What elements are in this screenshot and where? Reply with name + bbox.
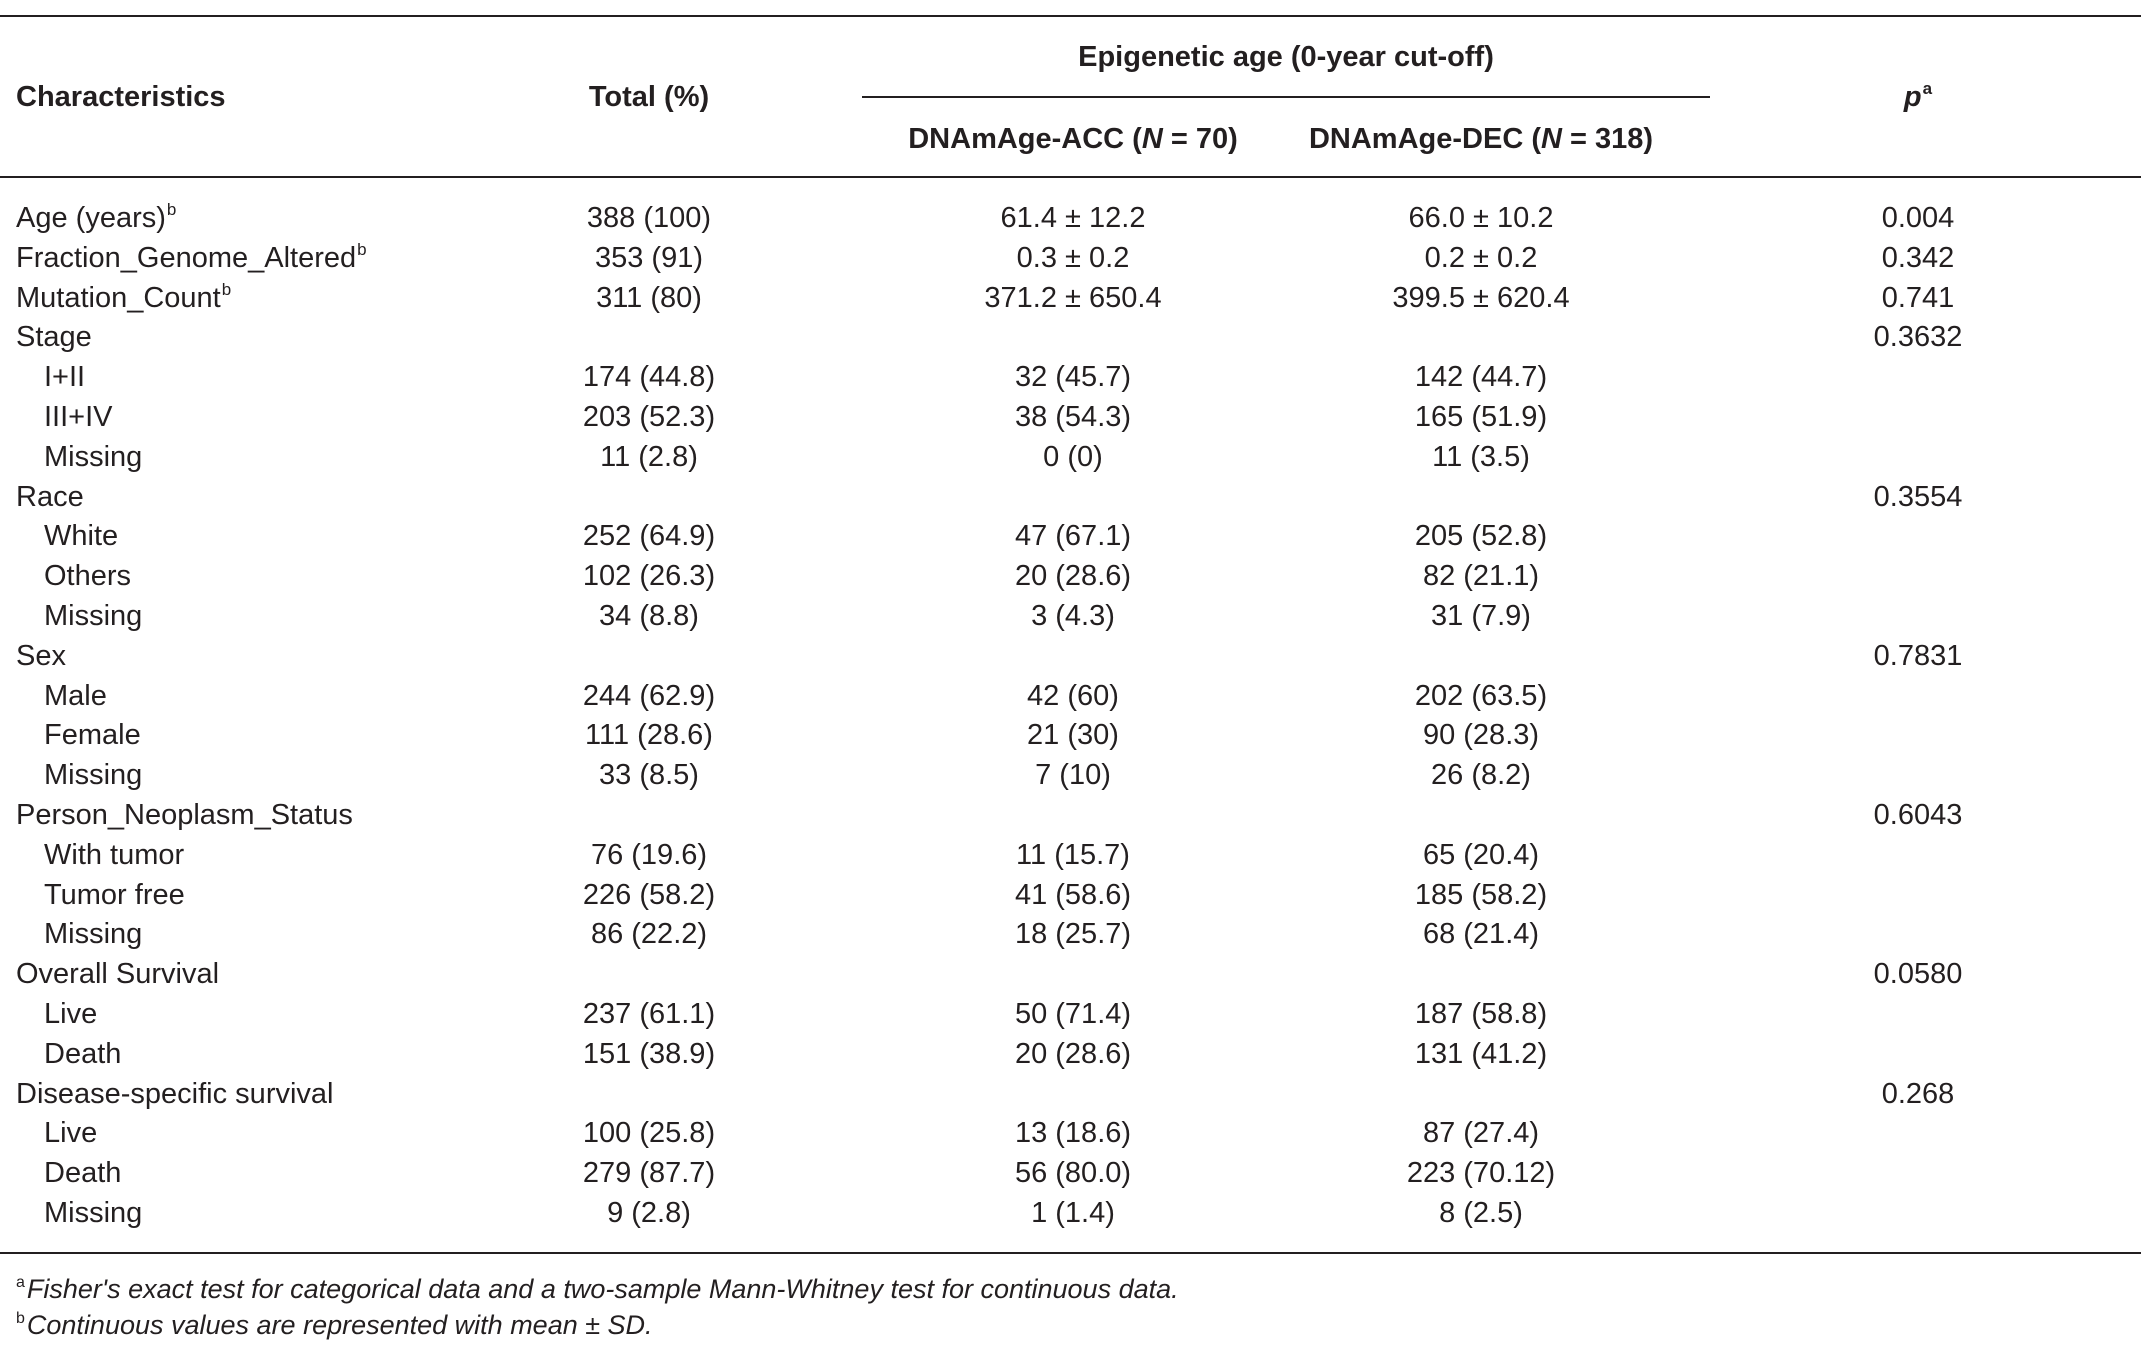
header-acc-prefix: DNAmAge-ACC ( bbox=[908, 123, 1142, 155]
row-label-text: Female bbox=[44, 719, 141, 752]
cell-acc: 61.4 ± 12.2 bbox=[1000, 202, 1146, 234]
table-row bbox=[0, 1113, 2141, 1153]
table-row bbox=[0, 556, 2141, 596]
row-label bbox=[16, 317, 92, 357]
row-label bbox=[44, 556, 131, 596]
table-row bbox=[0, 636, 2141, 676]
row-label-sup: b bbox=[166, 200, 177, 219]
cell-dec: 66.0 ± 10.2 bbox=[1408, 202, 1554, 234]
cell-total: 279 (87.7) bbox=[582, 1157, 716, 1190]
table-row bbox=[0, 914, 2141, 954]
cell-dec: 187 (58.8) bbox=[1414, 998, 1548, 1030]
header-acc bbox=[908, 121, 1238, 157]
row-label bbox=[16, 278, 231, 322]
table-row bbox=[0, 1193, 2141, 1233]
header-dec-n: N bbox=[1540, 123, 1562, 155]
row-label-text: Disease-specific survival bbox=[16, 1077, 334, 1110]
row-label-text: III+IV bbox=[44, 401, 113, 433]
cell-dec: 185 (58.2) bbox=[1414, 878, 1548, 911]
cell-total: 237 (61.1) bbox=[582, 998, 716, 1030]
cell-dec: 26 (8.2) bbox=[1431, 759, 1531, 792]
cell-total: 100 (25.8) bbox=[582, 1117, 716, 1150]
row-label bbox=[44, 755, 142, 795]
table-row bbox=[0, 596, 2141, 636]
table-row bbox=[0, 477, 2141, 517]
cell-total: 86 (22.2) bbox=[590, 918, 708, 951]
cell-total: 111 (28.6) bbox=[585, 719, 713, 752]
row-label bbox=[44, 1193, 142, 1233]
row-label-text: Missing bbox=[44, 600, 143, 632]
header-dec-prefix: DNAmAge-DEC ( bbox=[1308, 123, 1541, 155]
footnote-a bbox=[16, 1271, 1179, 1312]
header-epigenetic-group: Epigenetic age (0-year cut-off) bbox=[1078, 41, 1494, 73]
table-row bbox=[0, 994, 2141, 1034]
row-label bbox=[44, 715, 141, 755]
table-row bbox=[0, 238, 2141, 278]
cell-dec: 11 (3.5) bbox=[1432, 440, 1530, 473]
cell-acc: 47 (67.1) bbox=[1014, 520, 1132, 553]
cell-p-value: 0.3554 bbox=[1873, 480, 1963, 513]
header-characteristics: Characteristics bbox=[16, 81, 226, 113]
footnote-b-mark: b bbox=[16, 1310, 25, 1327]
row-label bbox=[44, 994, 97, 1034]
cell-p-value: 0.6043 bbox=[1873, 799, 1963, 831]
table-row bbox=[0, 676, 2141, 716]
cell-total: 353 (91) bbox=[594, 241, 704, 274]
cell-total: 388 (100) bbox=[586, 202, 712, 234]
cell-p-value: 0.004 bbox=[1881, 202, 1955, 234]
table-row bbox=[0, 1153, 2141, 1193]
row-label-text: Missing bbox=[44, 918, 143, 951]
row-label-text: Race bbox=[16, 480, 84, 513]
cell-total: 76 (19.6) bbox=[590, 838, 708, 871]
row-label-text: Others bbox=[44, 560, 132, 593]
header-dec-suffix: = 318) bbox=[1561, 123, 1654, 155]
cell-total: 203 (52.3) bbox=[582, 401, 716, 433]
cell-total: 244 (62.9) bbox=[582, 679, 716, 712]
row-label-text: Fraction_Genome_Altered bbox=[16, 241, 357, 274]
row-label-text: Death bbox=[44, 1157, 122, 1190]
row-label-sup: b bbox=[221, 279, 232, 299]
row-label bbox=[44, 357, 85, 397]
header-total: Total (%) bbox=[588, 81, 710, 113]
table-row bbox=[0, 954, 2141, 994]
cell-p-value: 0.741 bbox=[1881, 281, 1955, 314]
cell-total: 252 (64.9) bbox=[582, 520, 716, 553]
row-label-text: Tumor free bbox=[44, 878, 185, 911]
cell-acc: 38 (54.3) bbox=[1014, 401, 1132, 433]
cell-dec: 65 (20.4) bbox=[1422, 838, 1540, 871]
row-label bbox=[44, 914, 142, 954]
table-bottom-rule bbox=[0, 1252, 2141, 1254]
cell-dec: 0.2 ± 0.2 bbox=[1424, 241, 1538, 274]
header-bottom-rule bbox=[0, 176, 2141, 178]
cell-dec: 205 (52.8) bbox=[1414, 520, 1548, 553]
row-label bbox=[44, 397, 113, 437]
table-row bbox=[0, 278, 2141, 318]
cell-total: 34 (8.8) bbox=[599, 600, 699, 632]
cell-total: 226 (58.2) bbox=[582, 878, 716, 911]
cell-total: 102 (26.3) bbox=[582, 560, 716, 593]
row-label-text: Live bbox=[44, 1117, 98, 1150]
footnote-a-mark: a bbox=[16, 1274, 25, 1291]
cell-dec: 90 (28.3) bbox=[1422, 719, 1540, 752]
cell-dec: 165 (51.9) bbox=[1414, 401, 1548, 433]
row-label-text: Stage bbox=[16, 321, 92, 354]
table-row bbox=[0, 397, 2141, 437]
header-p-sup: a bbox=[1922, 79, 1933, 98]
cell-acc: 11 (15.7) bbox=[1016, 838, 1130, 871]
cell-dec: 131 (41.2) bbox=[1414, 1037, 1548, 1070]
cell-total: 174 (44.8) bbox=[582, 361, 716, 394]
row-label-text: Missing bbox=[44, 440, 143, 473]
row-label bbox=[16, 238, 367, 282]
footnote-b-text: Continuous values are represented with mean ± SD. bbox=[26, 1310, 653, 1340]
cell-acc: 32 (45.7) bbox=[1014, 361, 1132, 394]
row-label bbox=[16, 954, 219, 994]
cell-acc: 13 (18.6) bbox=[1014, 1117, 1132, 1150]
table-row bbox=[0, 715, 2141, 755]
footnote-b bbox=[16, 1307, 653, 1348]
header-acc-suffix: = 70) bbox=[1162, 123, 1238, 155]
cell-p-value: 0.0580 bbox=[1873, 958, 1963, 991]
cell-p-value: 0.3632 bbox=[1873, 321, 1963, 354]
cell-acc: 50 (71.4) bbox=[1014, 998, 1132, 1030]
table-row bbox=[0, 875, 2141, 915]
cell-dec: 8 (2.5) bbox=[1439, 1197, 1523, 1229]
row-label bbox=[16, 795, 353, 835]
row-label bbox=[16, 636, 66, 676]
cell-dec: 68 (21.4) bbox=[1422, 918, 1540, 951]
cell-p-value: 0.342 bbox=[1881, 241, 1955, 274]
cell-acc: 1 (1.4) bbox=[1031, 1197, 1115, 1229]
row-label-text: Person_Neoplasm_Status bbox=[16, 799, 353, 831]
row-label-text: White bbox=[44, 520, 119, 553]
row-label bbox=[44, 1034, 121, 1074]
cell-dec: 87 (27.4) bbox=[1422, 1117, 1540, 1150]
cell-acc: 0 (0) bbox=[1043, 440, 1103, 473]
cell-total: 11 (2.8) bbox=[600, 440, 698, 473]
table-row bbox=[0, 1034, 2141, 1074]
cell-acc: 0.3 ± 0.2 bbox=[1016, 241, 1130, 274]
table-row bbox=[0, 357, 2141, 397]
row-label-text: Sex bbox=[16, 639, 66, 672]
row-label bbox=[44, 676, 107, 716]
row-label bbox=[44, 875, 185, 915]
row-label-text: I+II bbox=[44, 361, 86, 394]
row-label bbox=[44, 437, 142, 477]
row-label bbox=[44, 596, 142, 636]
row-label-text: Overall Survival bbox=[16, 958, 220, 991]
cell-total: 33 (8.5) bbox=[599, 759, 699, 792]
table-top-rule bbox=[0, 15, 2141, 17]
cell-acc: 42 (60) bbox=[1027, 679, 1119, 712]
row-label-text: Missing bbox=[44, 1197, 143, 1229]
row-label-text: Age (years) bbox=[16, 202, 166, 234]
row-label bbox=[44, 516, 118, 556]
cell-acc: 371.2 ± 650.4 bbox=[984, 281, 1162, 314]
cell-acc: 41 (58.6) bbox=[1014, 878, 1132, 911]
cell-acc: 20 (28.6) bbox=[1014, 1037, 1132, 1070]
row-label bbox=[16, 1074, 334, 1114]
row-label bbox=[44, 835, 184, 875]
cell-acc: 7 (10) bbox=[1035, 759, 1111, 792]
cell-dec: 31 (7.9) bbox=[1431, 600, 1531, 632]
row-label bbox=[16, 477, 84, 517]
row-label bbox=[44, 1153, 121, 1193]
row-label-text: With tumor bbox=[44, 838, 185, 871]
row-label-text: Male bbox=[44, 679, 107, 712]
header-p-value bbox=[1904, 79, 1932, 119]
cell-dec: 202 (63.5) bbox=[1414, 679, 1548, 712]
row-label-text: Missing bbox=[44, 759, 143, 792]
header-p-letter: p bbox=[1903, 81, 1922, 113]
cell-dec: 399.5 ± 620.4 bbox=[1392, 281, 1570, 314]
row-label bbox=[44, 1113, 97, 1153]
row-label-text: Live bbox=[44, 998, 98, 1030]
header-acc-n: N bbox=[1141, 123, 1163, 155]
table-row bbox=[0, 755, 2141, 795]
row-label-text: Mutation_Count bbox=[16, 281, 221, 314]
cell-total: 311 (80) bbox=[596, 281, 702, 314]
cell-acc: 21 (30) bbox=[1027, 719, 1119, 752]
cell-p-value: 0.268 bbox=[1881, 1077, 1955, 1110]
footnote-a-text: Fisher's exact test for categorical data and a two-sample Mann-Whitney test for continuous data. bbox=[26, 1274, 1179, 1304]
header-dec bbox=[1309, 121, 1653, 157]
cell-acc: 3 (4.3) bbox=[1031, 600, 1115, 632]
cell-acc: 20 (28.6) bbox=[1014, 560, 1132, 593]
table-row bbox=[0, 198, 2141, 238]
row-label-sup: b bbox=[357, 239, 367, 259]
cell-acc: 18 (25.7) bbox=[1014, 918, 1132, 951]
cell-total: 9 (2.8) bbox=[607, 1197, 691, 1229]
table-row bbox=[0, 835, 2141, 875]
cell-acc: 56 (80.0) bbox=[1014, 1157, 1132, 1190]
group-header-rule bbox=[862, 96, 1710, 98]
table-row bbox=[0, 317, 2141, 357]
cell-dec: 142 (44.7) bbox=[1414, 361, 1548, 394]
table-row bbox=[0, 437, 2141, 477]
row-label-text: Death bbox=[44, 1037, 122, 1070]
cell-p-value: 0.7831 bbox=[1873, 639, 1963, 672]
row-label bbox=[16, 198, 176, 242]
cell-dec: 82 (21.1) bbox=[1422, 560, 1540, 593]
cell-dec: 223 (70.12) bbox=[1406, 1157, 1556, 1190]
table-row bbox=[0, 516, 2141, 556]
cell-total: 151 (38.9) bbox=[582, 1037, 716, 1070]
table-row bbox=[0, 1074, 2141, 1114]
table-row bbox=[0, 795, 2141, 835]
